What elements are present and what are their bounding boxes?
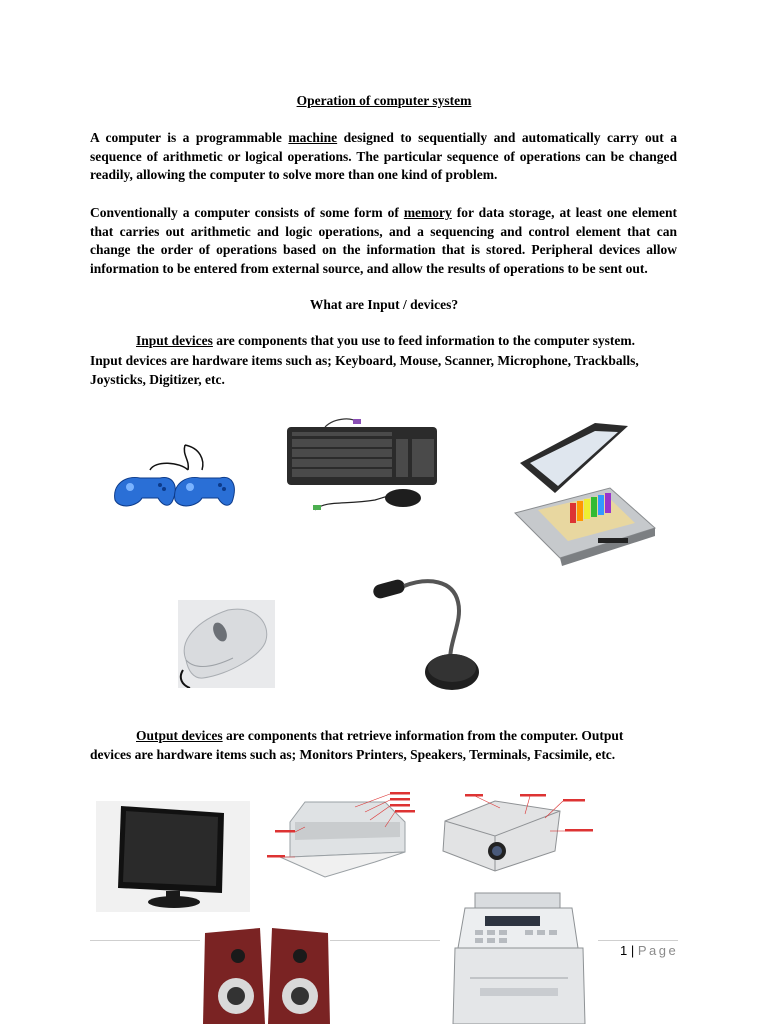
- keyboard-image: [285, 415, 440, 515]
- machine-link[interactable]: machine: [288, 130, 338, 145]
- output-line-1-rest: are components that retrieve information from the computer. Output: [222, 728, 624, 743]
- input-heading: What are Input / devices?: [309, 297, 459, 312]
- projector-image: [435, 786, 600, 876]
- fax-machine-image: [450, 888, 588, 1024]
- printer-image: [265, 782, 425, 882]
- page-label: Page: [637, 943, 679, 958]
- input-line-2: Input devices are hardware items such as; Keyboard, Mouse, Scanner, Microphone, Trackballs,: [90, 353, 639, 368]
- memory-link[interactable]: memory: [403, 205, 452, 220]
- monitor-image: [96, 801, 250, 912]
- microphone-image: [368, 572, 483, 694]
- mouse-image: [178, 600, 275, 688]
- footer-rule-left: [90, 940, 200, 941]
- speakers-image: [200, 928, 332, 1024]
- paragraph-definition: [90, 129, 677, 185]
- output-devices-term: Output devices: [136, 728, 223, 743]
- para1-text-after: designed to sequentially and automatically carry out a sequence of arithmetic or logical operations. The particular sequence of operations can be changed readily, allowing the computer to solve more than one kind of problem.: [90, 130, 677, 183]
- joystick-image: [110, 440, 235, 515]
- output-line-1: [136, 727, 623, 746]
- page-number-separator: |: [627, 943, 638, 958]
- page-number: [620, 943, 678, 958]
- input-devices-term: Input devices: [136, 333, 213, 348]
- input-line-1: [136, 332, 635, 351]
- document-title: Operation of computer system: [296, 93, 472, 108]
- output-line-2: devices are hardware items such as; Monitors Printers, Speakers, Terminals, Facsimile, etc.: [90, 747, 616, 762]
- para2-text-after: for data storage, at least one element that carries out arithmetic and logic operations, and a sequencing and control element that can change the order of operations based on the information that is stored. Peripheral devices allow information to be entered from external source, and allow the results of operations to be sent out.: [90, 205, 677, 276]
- page-number-value: 1: [620, 943, 628, 958]
- paragraph-components: [90, 204, 677, 278]
- para2-text-before: Conventionally a computer consists of some form of: [90, 205, 404, 220]
- para1-text-before: A computer is a programmable: [90, 130, 289, 145]
- footer-rule-middle: [330, 940, 440, 941]
- input-line-1-rest: are components that you use to feed information to the computer system.: [212, 333, 635, 348]
- footer-rule-right: [598, 940, 678, 941]
- scanner-image: [510, 418, 660, 568]
- input-line-3: Joysticks, Digitizer, etc.: [90, 372, 225, 387]
